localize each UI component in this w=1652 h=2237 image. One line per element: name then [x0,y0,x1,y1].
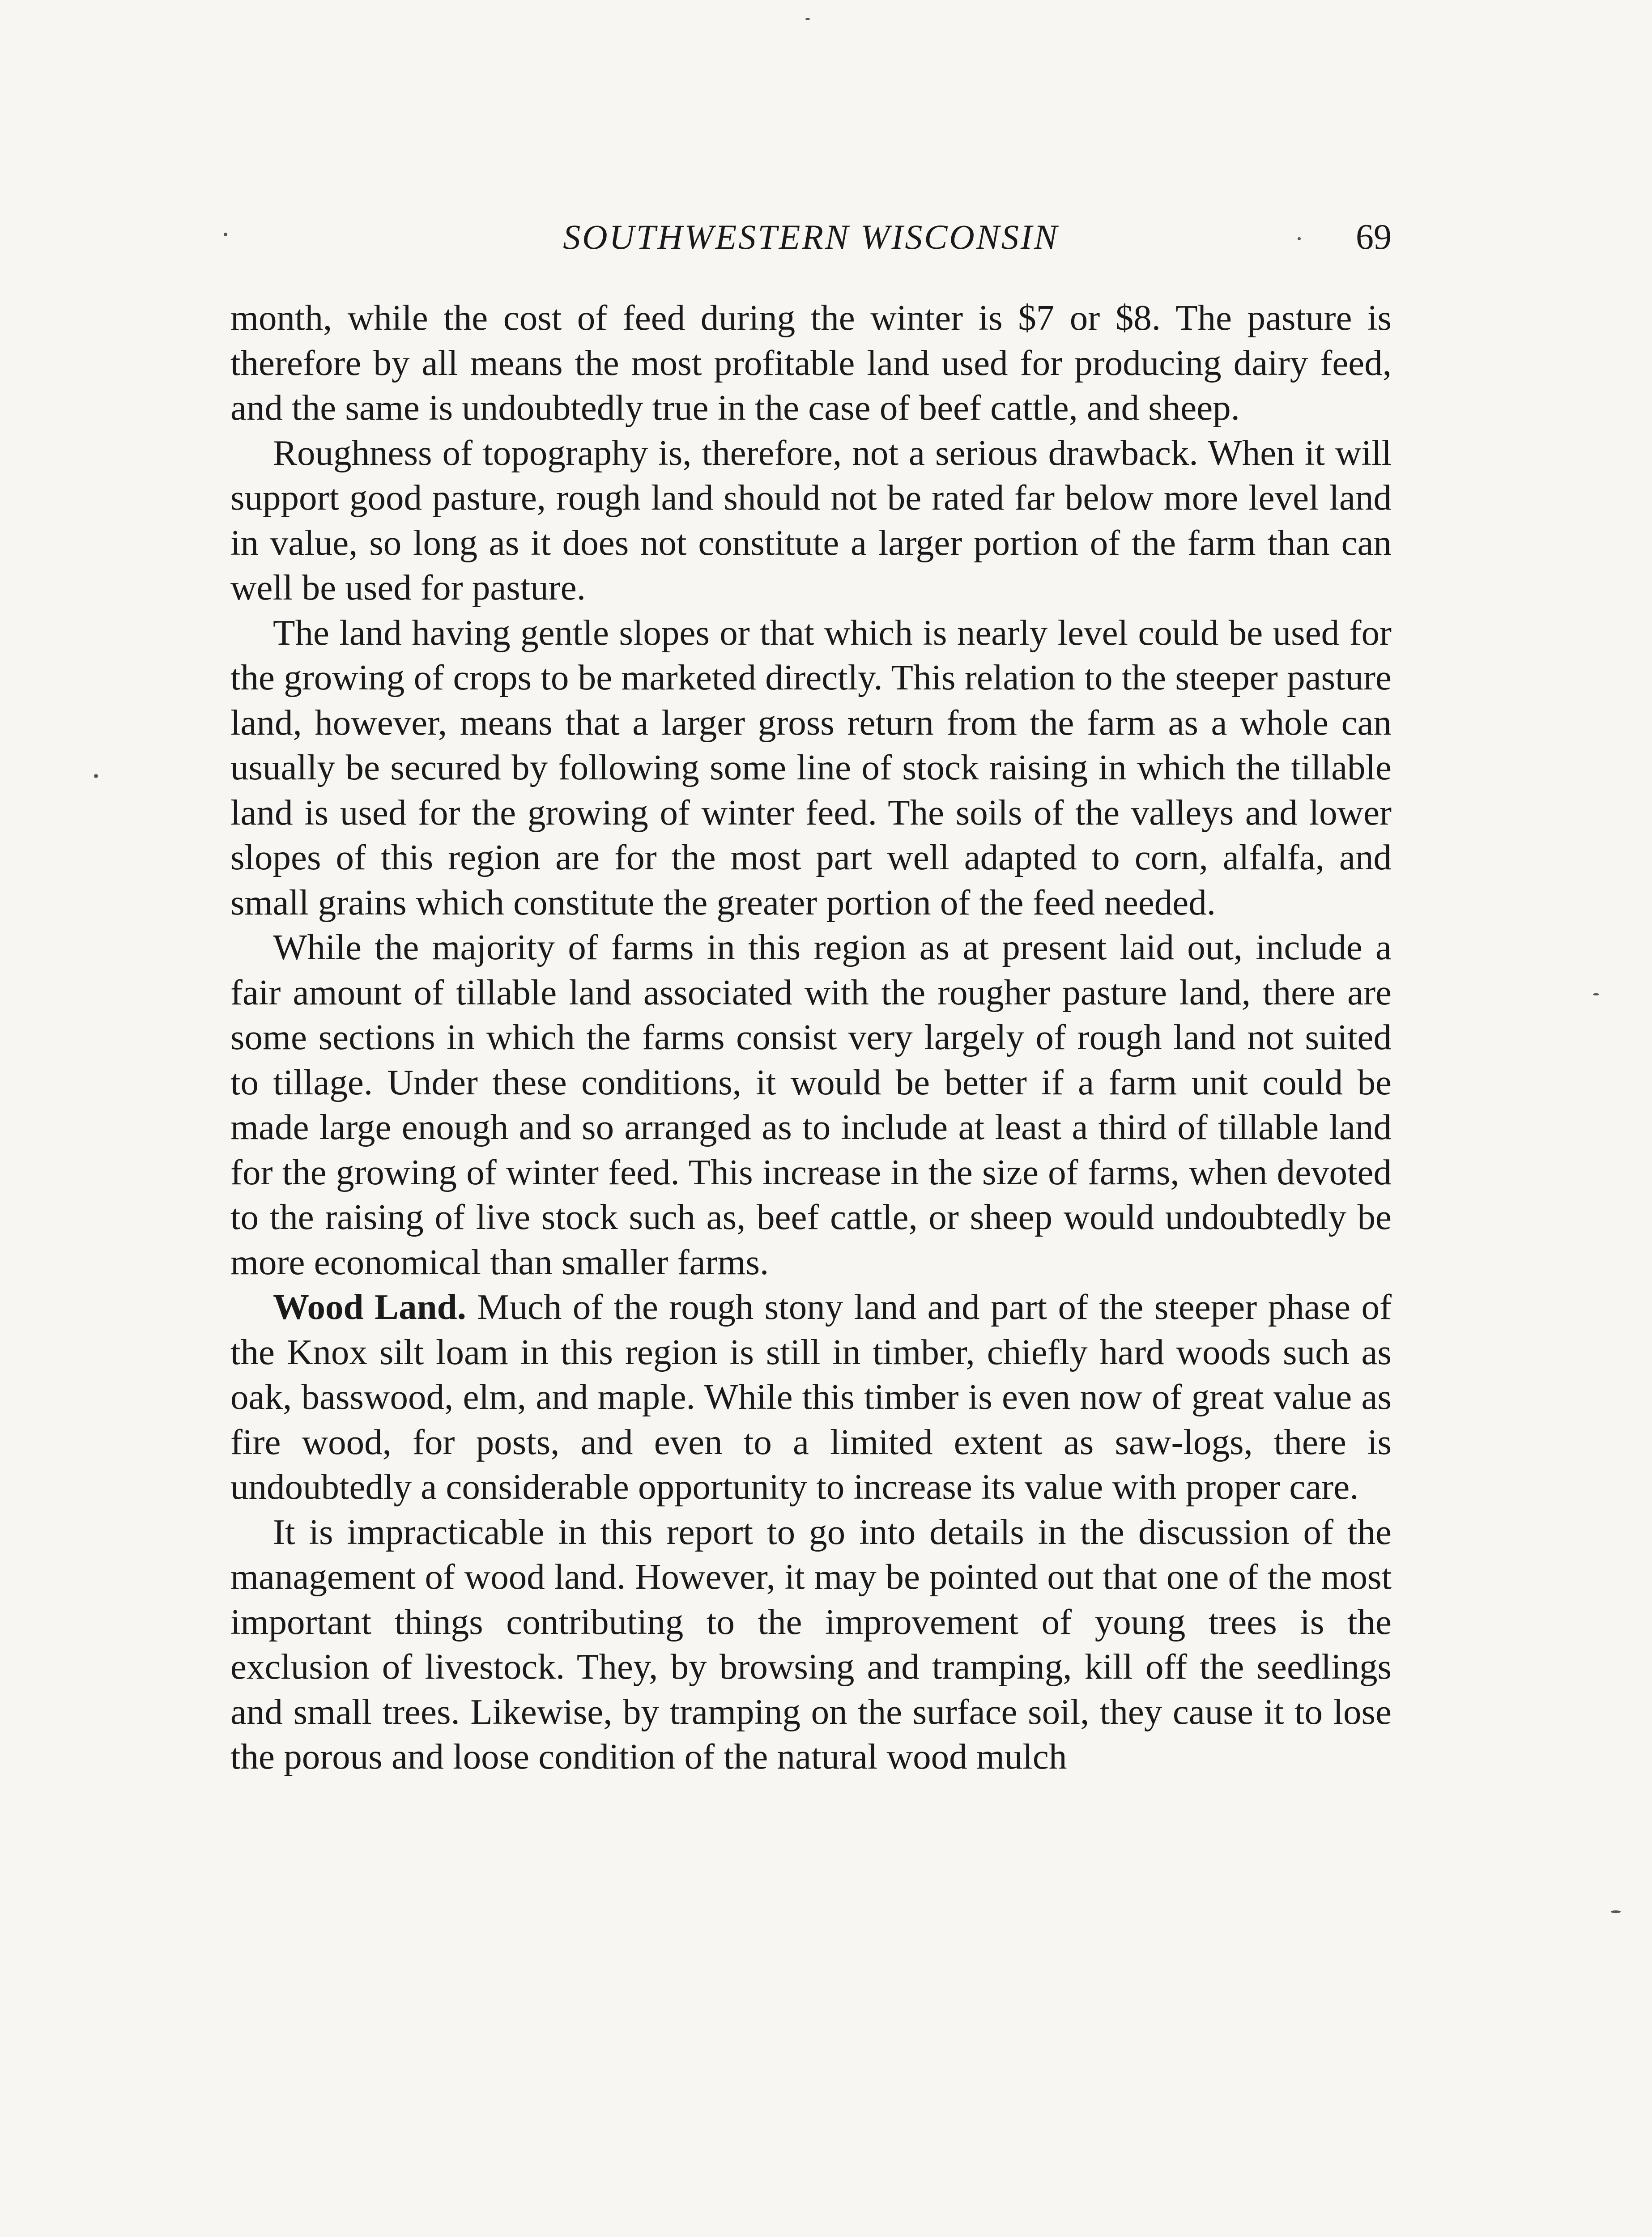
running-title: SOUTHWESTERN WISCONSIN [563,217,1059,256]
print-speck [224,233,227,236]
paragraph-1: month, while the cost of feed during the winter is $7 or $8. The pasture is therefore by all means the most profitable land used for producing dairy feed, and the same is undoubtedly true in the case of beef cattle, and sheep. [230,298,1392,428]
print-speck [1593,993,1599,995]
paragraph-3: The land having gentle slopes or that which is nearly level could be used for the growing of crops to be marketed directly. This relation to the steeper pasture land, however, means that a larger gross return from the farm as a whole can usually be secured by following some line of stock raising in which the tillable land is used for the growing of winter feed. The soils of the valleys and lower slopes of this region are for the most part well adapted to corn, alfalfa, and small grains which constitute the greater portion of the feed needed. [230,612,1392,923]
body-text [230,295,1392,1779]
section-heading-wood-land: Wood Land. [273,1287,466,1327]
paragraph-5 [230,1284,1392,1510]
print-speck [94,774,98,778]
paragraph-4: While the majority of farms in this region as at present laid out, include a fair amount of tillable land associated with the rougher pasture land, there are some sections in which the farms consist very largely of rough land not suited to tillage. Under these conditions, it would be better if a farm unit could be made large enough and so arranged as to include at least a third of tillable land for the growing of winter feed. This increase in the size of farms, when devoted to the raising of live stock such as, beef cattle, or sheep would undoubtedly be more economical than smaller farms. [230,927,1392,1282]
paragraph-2: Roughness of topography is, therefore, not a serious drawback. When it will support good pasture, rough land should not be rated far below more level land in value, so long as it does not constitute a larger portion of the farm than can well be used for pasture. [230,432,1392,608]
print-speck [1298,237,1301,240]
page-number: 69 [1356,217,1392,257]
print-speck [1611,1910,1621,1913]
paragraph-5-text: Much of the rough stony land and part of the steeper phase of the Knox silt loam in this region is still in timber, chiefly hard woods such as oak, basswood, elm, and maple. While this timber is even now of great value as fire wood, for posts, and even to a limited extent as saw-logs, there is undoubtedly a considerable opportunity to increase its value with proper care. [230,1287,1392,1507]
paragraph-6: It is impracticable in this report to go into details in the discussion of the management of wood land. However, it may be pointed out that one of the most important things contributing to the improvement of young trees is the exclusion of livestock. They, by browsing and tramping, kill off the seedlings and small trees. Likewise, by tramping on the surface soil, they cause it to lose the porous and loose condition of the natural wood mulch [230,1511,1392,1777]
page-header [230,210,1392,264]
print-speck [805,18,810,20]
